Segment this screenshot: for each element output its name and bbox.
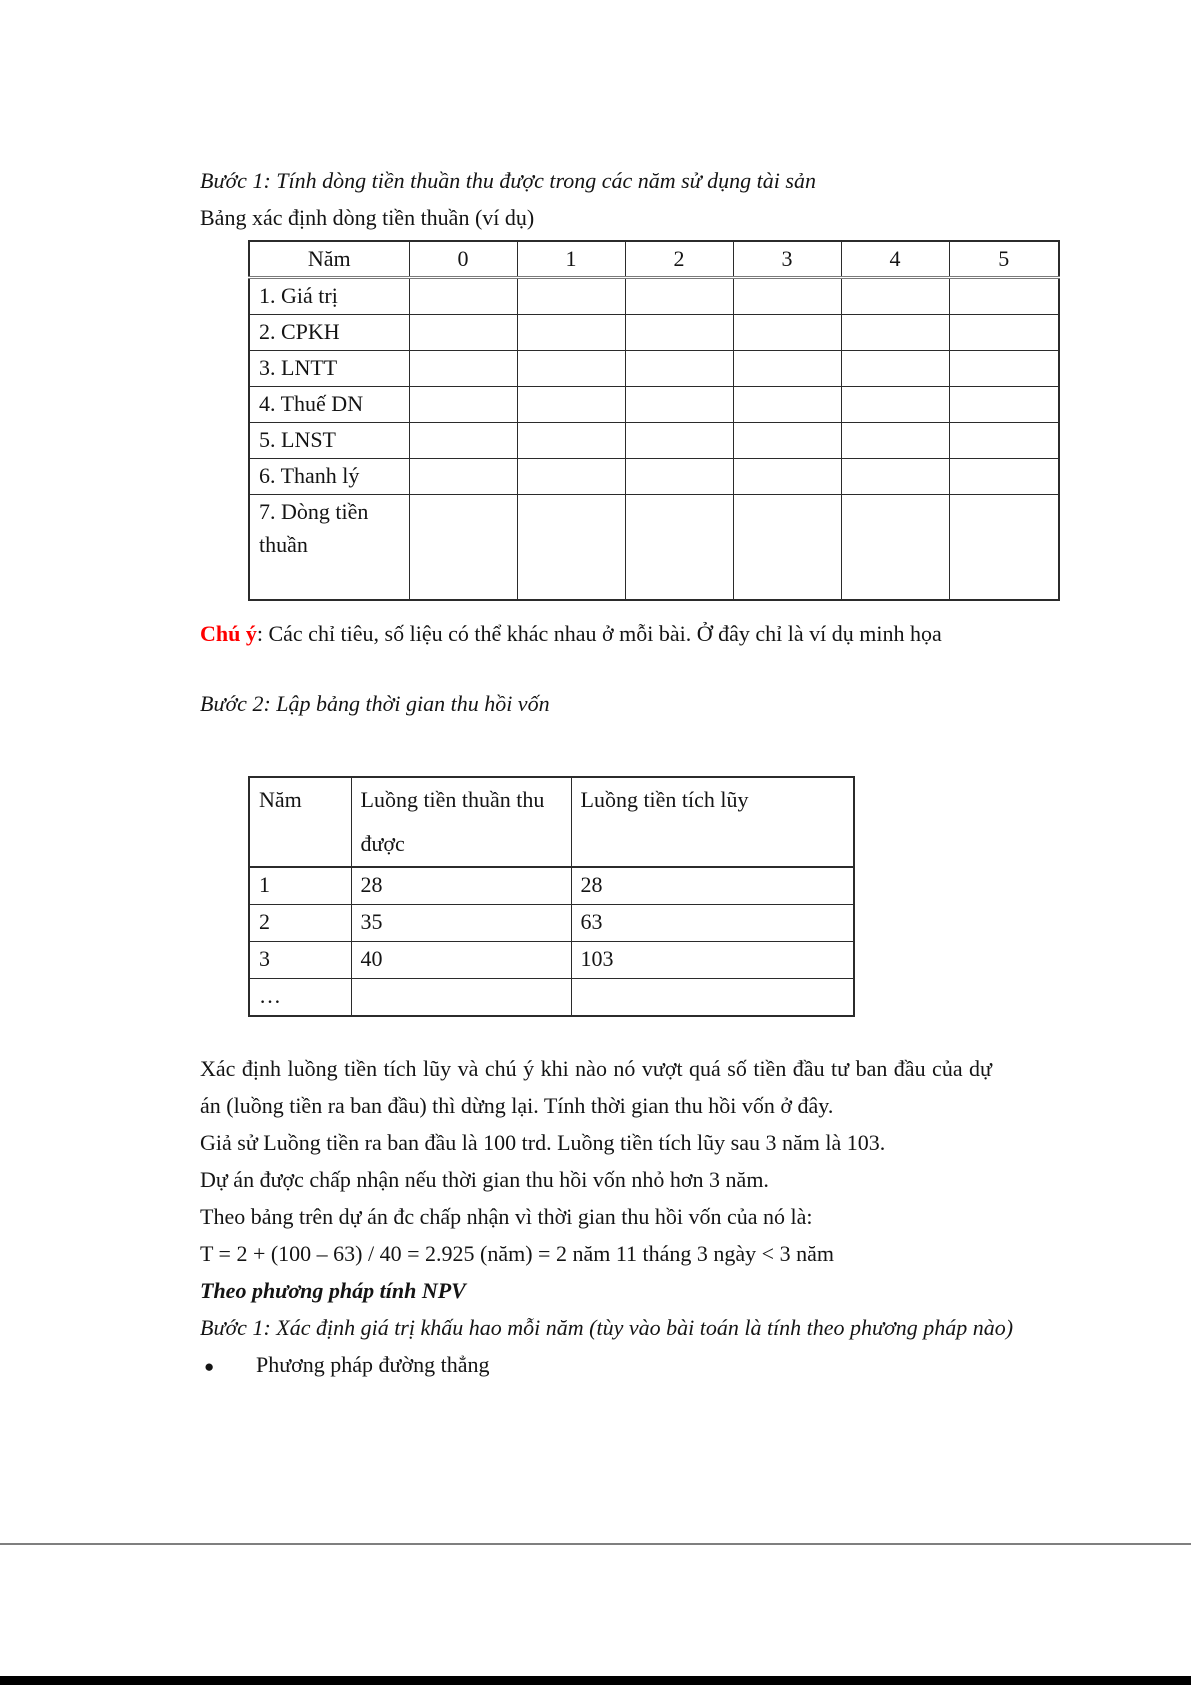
table-cell — [625, 351, 733, 387]
table-cell — [841, 315, 949, 351]
header-cell: Luồng tiền thuần thu được — [351, 777, 571, 867]
step2-heading: Bước 2: Lập bảng thời gian thu hồi vốn — [200, 691, 550, 716]
table-cell — [625, 387, 733, 423]
para-accept-rule: Dự án được chấp nhận nếu thời gian thu hồi vốn nhỏ hơn 3 năm. — [200, 1167, 769, 1192]
note-line — [200, 615, 1000, 652]
table-cell — [841, 278, 949, 315]
table-cell — [949, 315, 1059, 351]
npv-step1-heading: Bước 1: Xác định giá trị khấu hao mỗi năm (tùy vào bài toán là tính theo phương pháp nào) — [200, 1315, 1014, 1340]
table-cell — [409, 387, 517, 423]
table-row — [249, 423, 1059, 459]
table-cell — [517, 315, 625, 351]
table-cell — [949, 278, 1059, 315]
table-cell — [625, 278, 733, 315]
table-cell — [949, 495, 1059, 601]
table-cell — [841, 387, 949, 423]
bullet-dot-icon: ● — [204, 1357, 215, 1376]
table-cell — [409, 351, 517, 387]
header-cell: Năm — [249, 241, 409, 278]
table-cell: 2 — [249, 905, 351, 942]
para-accumulate: Xác định luồng tiền tích lũy và chú ý khi nào nó vượt quá số tiền đầu tư ban đầu của dự án (luồng tiền ra ban đầu) thì dừng lại. Tính thời gian thu hồi vốn ở đây. — [200, 1056, 992, 1118]
cashflow-table — [248, 240, 1060, 601]
table-cell: 3 — [249, 942, 351, 979]
para-assume: Giả sử Luồng tiền ra ban đầu là 100 trd. Luồng tiền tích lũy sau 3 năm là 103. — [200, 1130, 886, 1155]
payback-table-header-row — [249, 777, 854, 867]
table-cell: 1 — [249, 867, 351, 905]
table-row — [249, 495, 1059, 601]
formula-line: T = 2 + (100 – 63) / 40 = 2.925 (năm) = 2 năm 11 tháng 3 ngày < 3 năm — [200, 1241, 834, 1266]
table-cell: 4. Thuế DN — [249, 387, 409, 423]
table-row — [249, 867, 854, 905]
header-cell: Luồng tiền tích lũy — [571, 777, 854, 867]
table-cell — [733, 495, 841, 601]
document-page — [200, 0, 1014, 1385]
table-cell — [949, 351, 1059, 387]
table-cell: 40 — [351, 942, 571, 979]
table-row — [249, 905, 854, 942]
table-cell — [517, 351, 625, 387]
table-cell — [733, 459, 841, 495]
footer-bar — [0, 1676, 1191, 1685]
step1-heading: Bước 1: Tính dòng tiền thuần thu được trong các năm sử dụng tài sản — [200, 168, 816, 193]
table-row — [249, 278, 1059, 315]
table-cell: 63 — [571, 905, 854, 942]
table-cell — [841, 459, 949, 495]
table-cell — [625, 495, 733, 601]
header-cell: 5 — [949, 241, 1059, 278]
footer-divider-line — [0, 1543, 1191, 1545]
table-cell — [949, 459, 1059, 495]
header-cell: Năm — [249, 777, 351, 867]
header-cell: 3 — [733, 241, 841, 278]
table-cell — [949, 423, 1059, 459]
note-label: Chú ý — [200, 621, 257, 646]
table-cell — [571, 979, 854, 1017]
bullet-label: Phương pháp đường thẳng — [256, 1352, 490, 1377]
table-cell — [841, 351, 949, 387]
table-row — [249, 942, 854, 979]
table-cell: 2. CPKH — [249, 315, 409, 351]
bullet-item — [200, 1346, 1000, 1385]
table-cell: 1. Giá trị — [249, 278, 409, 315]
table-cell: 28 — [351, 867, 571, 905]
header-cell: 2 — [625, 241, 733, 278]
header-cell: 0 — [409, 241, 517, 278]
table-cell — [841, 423, 949, 459]
table-cell — [841, 495, 949, 601]
payback-table — [248, 776, 855, 1017]
table-cell — [517, 495, 625, 601]
table-cell: 7. Dòng tiền thuần — [249, 495, 409, 601]
table1-caption: Bảng xác định dòng tiền thuần (ví dụ) — [200, 205, 535, 230]
table-cell — [409, 278, 517, 315]
table-cell — [733, 423, 841, 459]
table-cell: 6. Thanh lý — [249, 459, 409, 495]
table-cell — [625, 315, 733, 351]
table-cell — [517, 278, 625, 315]
table-cell — [733, 387, 841, 423]
table-cell — [351, 979, 571, 1017]
table-row — [249, 979, 854, 1017]
header-cell: 1 — [517, 241, 625, 278]
table-cell — [733, 278, 841, 315]
header-cell: 4 — [841, 241, 949, 278]
table-cell: 28 — [571, 867, 854, 905]
table-cell: 103 — [571, 942, 854, 979]
table-cell — [409, 459, 517, 495]
para-accept-conclusion: Theo bảng trên dự án đc chấp nhận vì thời gian thu hồi vốn của nó là: — [200, 1204, 813, 1229]
table-cell — [949, 387, 1059, 423]
table-row — [249, 459, 1059, 495]
note-text: : Các chỉ tiêu, số liệu có thể khác nhau ở mỗi bài. Ở đây chỉ là ví dụ minh họa — [256, 621, 942, 646]
table-cell — [625, 423, 733, 459]
table-row — [249, 387, 1059, 423]
table-cell — [733, 315, 841, 351]
table-cell — [625, 459, 733, 495]
table-cell — [517, 387, 625, 423]
table-cell: 5. LNST — [249, 423, 409, 459]
table-row — [249, 315, 1059, 351]
table-cell: … — [249, 979, 351, 1017]
table-row — [249, 351, 1059, 387]
table-cell — [409, 495, 517, 601]
table-cell — [409, 315, 517, 351]
table-cell: 3. LNTT — [249, 351, 409, 387]
cashflow-table-header-row — [249, 241, 1059, 278]
table-cell — [409, 423, 517, 459]
npv-method-heading: Theo phương pháp tính NPV — [200, 1278, 466, 1303]
table-cell: 35 — [351, 905, 571, 942]
table-cell — [733, 351, 841, 387]
table-cell — [517, 459, 625, 495]
table-cell — [517, 423, 625, 459]
